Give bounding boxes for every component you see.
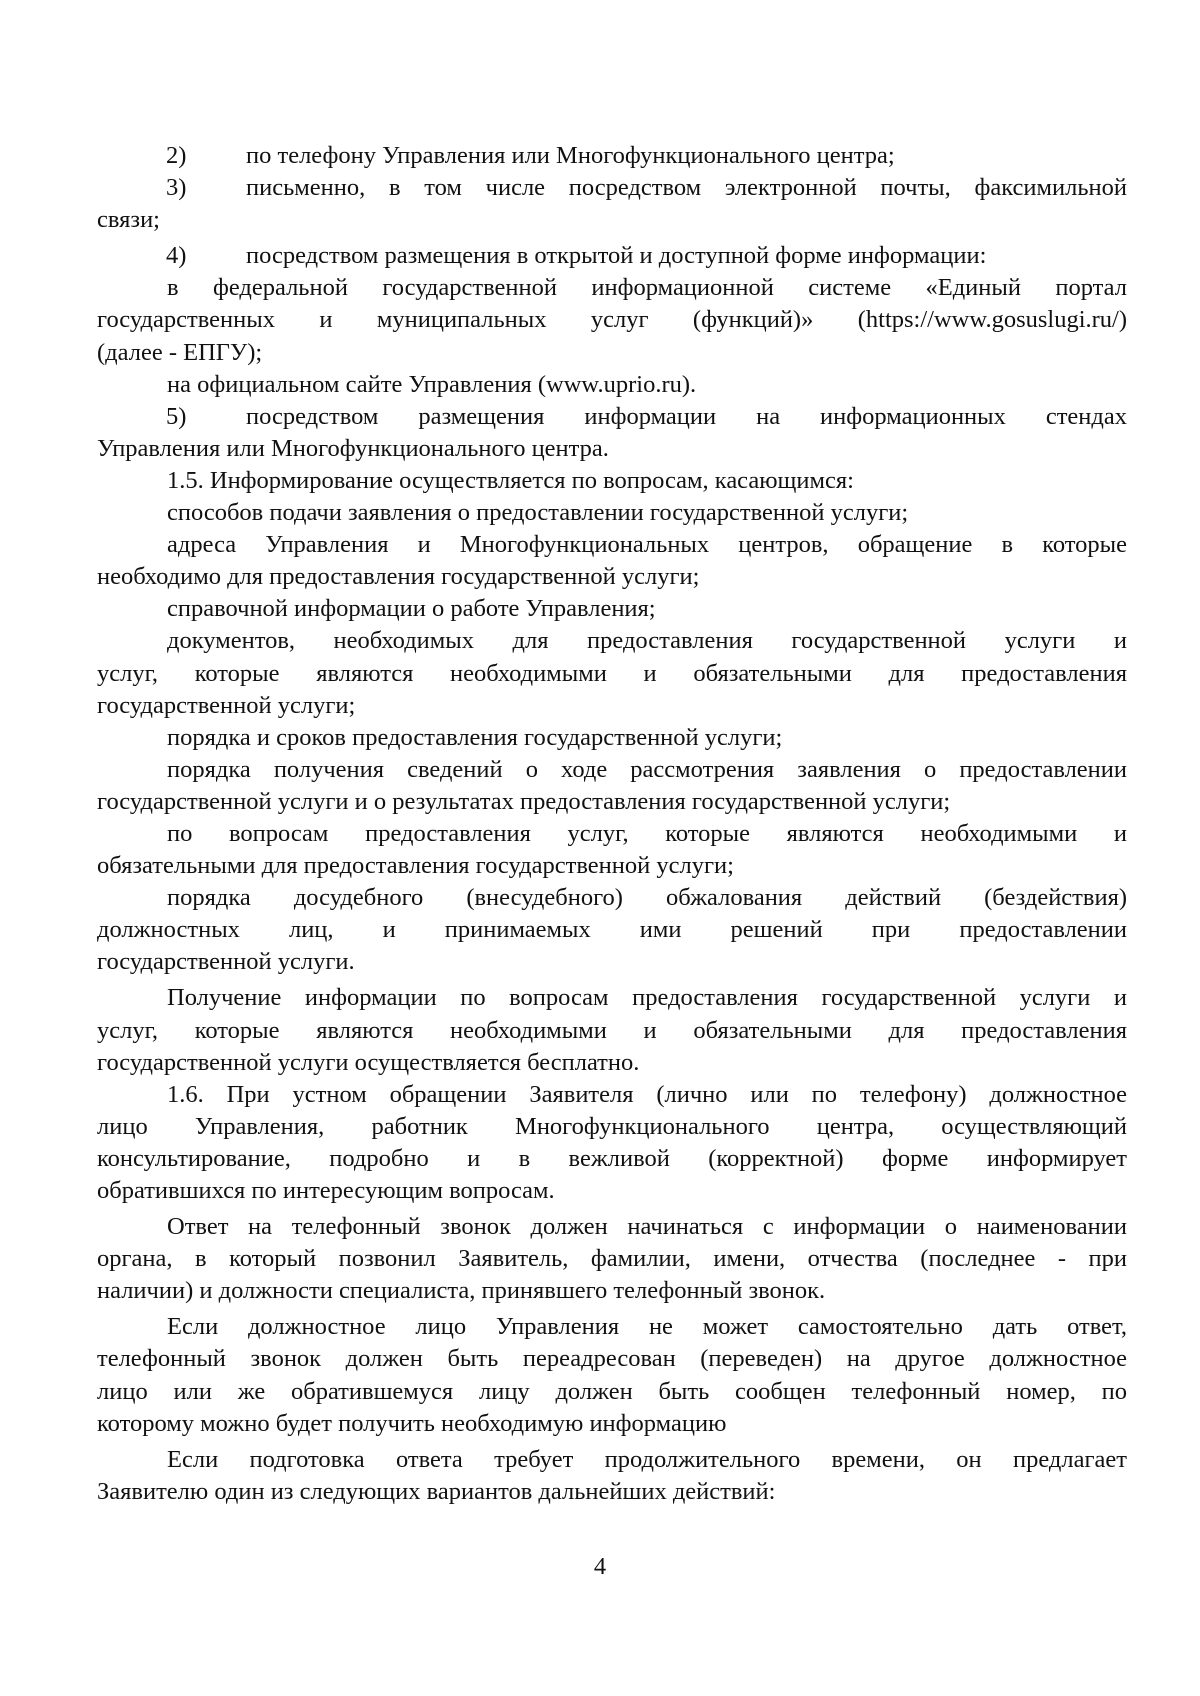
text-line: порядка получения сведений о ходе рассмотрения заявления о предоставлении (167, 755, 1127, 783)
text-line: лицо или же обратившемуся лицу должен быть сообщен телефонный номер, по (97, 1377, 1127, 1405)
text-line: которому можно будет получить необходимую информацию (97, 1409, 727, 1437)
text-line: услуг, которые являются необходимыми и обязательными для предоставления (97, 659, 1127, 687)
text-line: способов подачи заявления о предоставлении государственной услуги; (167, 499, 909, 527)
text-line: порядка досудебного (внесудебного) обжалования действий (бездействия) (167, 884, 1127, 912)
text-line: государственной услуги осуществляется бесплатно. (97, 1048, 640, 1076)
text-line: адреса Управления и Многофункциональных центров, обращение в которые (167, 531, 1127, 559)
page-number: 4 (593, 1553, 607, 1580)
text-line: Если должностное лицо Управления не может самостоятельно дать ответ, (167, 1313, 1127, 1341)
text-line: в федеральной государственной информационной системе «Единый портал (167, 274, 1127, 302)
text-line: услуг, которые являются необходимыми и обязательными для предоставления (97, 1016, 1127, 1044)
list-number: 5) (166, 402, 187, 430)
text-line: письменно, в том числе посредством электронной почты, факсимильной (246, 174, 1127, 202)
text-line: связи; (97, 206, 160, 234)
text-line: государственных и муниципальных услуг (функций)» (https://www.gosuslugi.ru/) (97, 306, 1127, 334)
text-line: лицо Управления, работник Многофункционального центра, осуществляющий (97, 1112, 1127, 1140)
text-line: обратившихся по интересующим вопросам. (97, 1177, 555, 1204)
text-line: посредством размещения информации на информационных стендах (246, 402, 1127, 430)
text-line: обязательными для предоставления государственной услуги; (97, 852, 734, 880)
text-line: наличии) и должности специалиста, принявшего телефонный звонок. (97, 1277, 826, 1305)
text-line: по вопросам предоставления услуг, которые являются необходимыми и (167, 819, 1127, 847)
text-line: (далее - ЕПГУ); (97, 338, 263, 366)
text-line: государственной услуги; (97, 691, 356, 719)
text-line: Ответ на телефонный звонок должен начинаться с информации о наименовании (167, 1213, 1127, 1241)
text-line: справочной информации о работе Управления; (167, 595, 656, 623)
text-line: посредством размещения в открытой и доступной форме информации: (246, 242, 987, 270)
text-line: необходимо для предоставления государственной услуги; (97, 563, 700, 591)
text-line: государственной услуги и о результатах предоставления государственной услуги; (97, 787, 951, 815)
text-line: органа, в который позвонил Заявитель, фамилии, имени, отчества (последнее - при (97, 1245, 1127, 1273)
text-line: Если подготовка ответа требует продолжительного времени, он предлагает (167, 1445, 1127, 1473)
text-line: консультирование, подробно и в вежливой (корректной) форме информирует (97, 1144, 1127, 1172)
list-number: 3) (166, 174, 187, 202)
text-line: должностных лиц, и принимаемых ими решений при предоставлении (97, 916, 1127, 944)
text-line: на официальном сайте Управления (www.uprio.ru). (167, 370, 697, 398)
list-item-4 (97, 240, 1127, 272)
section-1-6-heading: 1.6. При устном обращении Заявителя (лично или по телефону) должностное (167, 1080, 1127, 1108)
text-line: по телефону Управления или Многофункционального центра; (246, 142, 895, 169)
list-item-2 (97, 140, 1127, 172)
text-line: Получение информации по вопросам предоставления государственной услуги и (167, 984, 1127, 1012)
list-number: 2) (166, 142, 187, 169)
text-line: документов, необходимых для предоставления государственной услуги и (167, 627, 1127, 655)
text-line: Заявителю один из следующих вариантов дальнейших действий: (97, 1477, 776, 1505)
list-number: 4) (166, 242, 187, 270)
list-item-3 (97, 172, 1127, 204)
text-line: порядка и сроков предоставления государственной услуги; (167, 723, 783, 751)
list-item-5 (97, 401, 1127, 433)
section-1-5-heading: 1.5. Информирование осуществляется по вопросам, касающимся: (167, 466, 854, 494)
text-line: государственной услуги. (97, 948, 355, 976)
text-line: телефонный звонок должен быть переадресован (переведен) на другое должностное (97, 1345, 1127, 1373)
document-body (97, 140, 1127, 1508)
text-line: Управления или Многофункционального центра. (97, 434, 609, 462)
